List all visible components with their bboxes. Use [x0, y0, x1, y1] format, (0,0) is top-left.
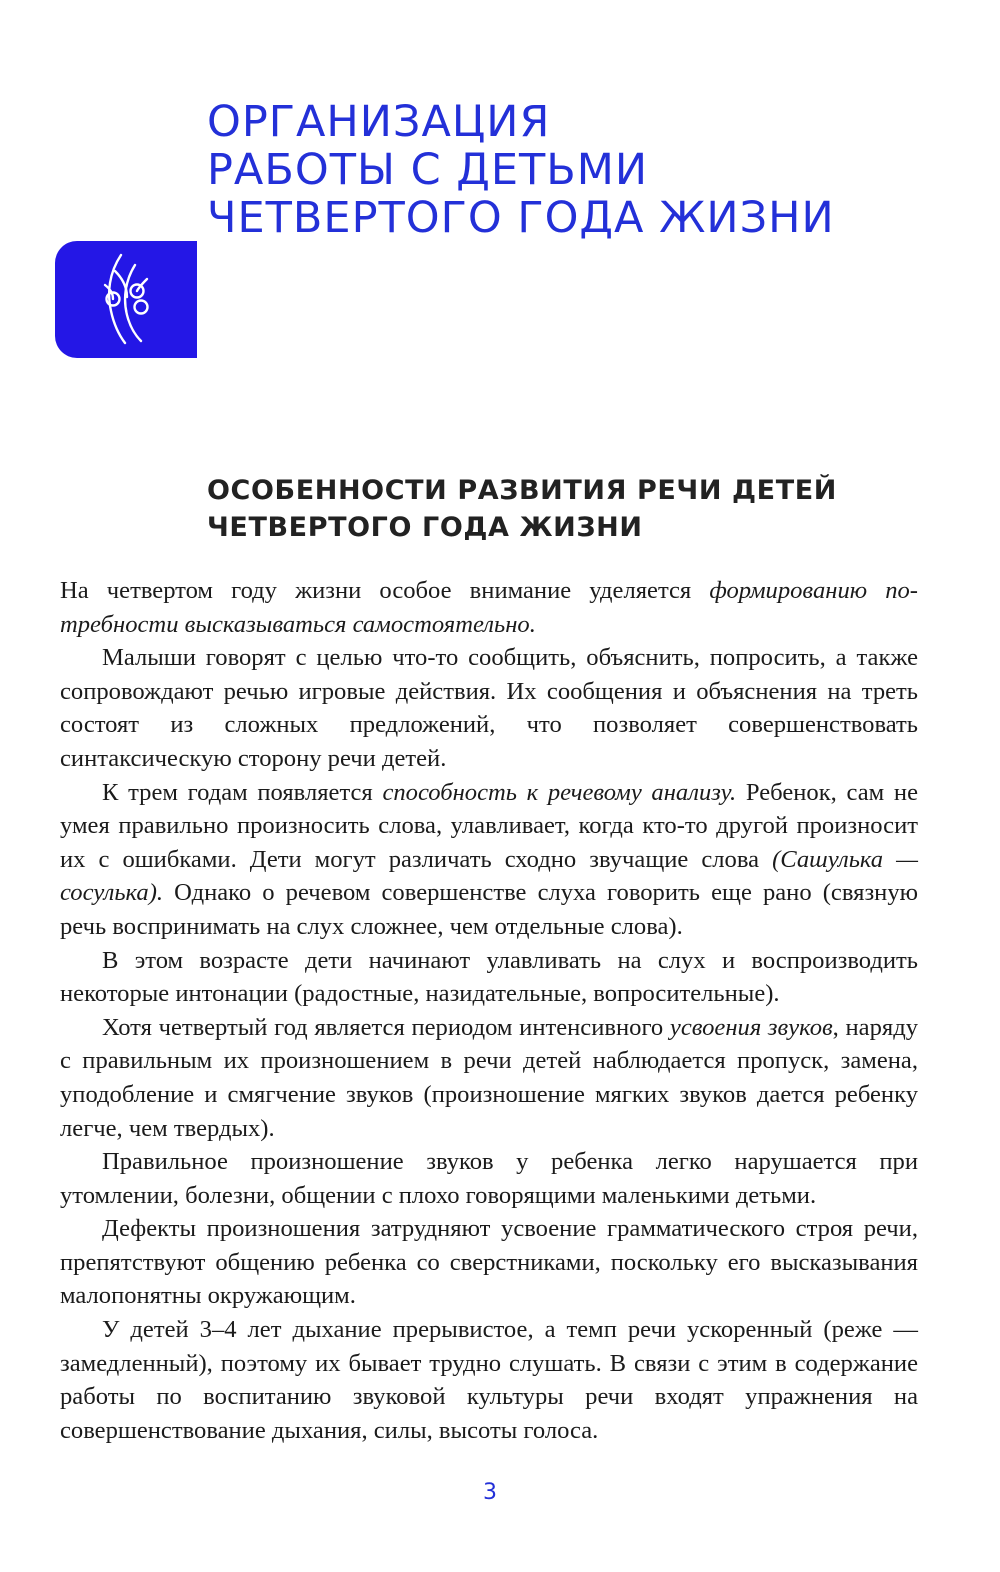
paragraph-8-text: У детей 3–4 лет дыхание прерывистое, а темп речи ускоренный (реже — замедленный), поэтому их бывает трудно слушать. В связи с этим в содержание работы по воспитанию звуковой культуры речи входят упражнения на совершенствование дыхания, силы, высоты голоса. [60, 1316, 918, 1444]
chapter-emblem [55, 241, 197, 358]
paragraph-6-text: Правильное произношение звуков у ребенка легко нарушается при утомлении, болезни, общении с плохо говорящими маленькими детьми. [60, 1148, 918, 1209]
paragraph-3-text-mid: Ребенок, сам не умея правильно произносить слова, улавливает, когда кто-то другой произносит их с ошибками. Дети могут различать сходно звучащие слова [60, 778, 919, 873]
paragraph-1-italic: формированию потребности высказываться самостоятельно. [60, 577, 918, 638]
paragraph-1-text: На четвертом году жизни особое внимание уделяется [60, 577, 710, 604]
paragraph-7-text: Дефекты произношения затрудняют усвоение грамматического строя речи, препятствуют общению ребенка со сверстниками, поскольку его высказывания малопонятны окружающим. [60, 1215, 918, 1310]
speech-waves-emblem-icon [55, 241, 197, 358]
chapter-title-line-2: РАБОТЫ С ДЕТЬМИ [207, 145, 649, 195]
section-title-line-1: ОСОБЕННОСТИ РАЗВИТИЯ РЕЧИ ДЕТЕЙ [207, 475, 837, 506]
paragraph-4 [60, 944, 918, 1011]
chapter-title-line-1: ОРГАНИЗАЦИЯ [207, 97, 551, 147]
page-number: 3 [483, 1480, 497, 1505]
paragraph-4-text: В этом возрасте дети начинают улавливать на слух и воспроизводить некоторые интонации (радостные, назидательные, вопросительные). [60, 946, 918, 1008]
paragraph-7 [60, 1212, 918, 1313]
paragraph-3-italic-example: (Сашулька — сосулька). [60, 845, 918, 907]
section-title [207, 472, 967, 546]
paragraph-2 [60, 641, 918, 775]
paragraph-6 [60, 1145, 918, 1212]
paragraph-5-italic: усвоения звуков [669, 1013, 833, 1041]
paragraph-5-text: Хотя четвертый год является периодом интенсивного [102, 1013, 670, 1041]
chapter-title-line-3: ЧЕТВЕРТОГО ГОДА ЖИЗНИ [207, 193, 835, 243]
paragraph-5-text-end: , наряду с правильным их произношением в речи детей наблюдается пропуск, замена, уподобление и смягчение звуков (произношение мягких звуков дается ребенку легче, чем твердых). [60, 1013, 919, 1142]
body-text [60, 574, 918, 1447]
paragraph-8 [60, 1313, 918, 1447]
section-title-line-2: ЧЕТВЕРТОГО ГОДА ЖИЗНИ [207, 512, 643, 543]
paragraph-2-text: Малыши говорят с целью что-то сообщить, объяснить, попросить, а также сопровождают речью игровые действия. Их сообщения и объяснения на треть состоят из сложных предложений, что позволяет совершенствовать синтаксическую сторону речи детей. [60, 644, 918, 772]
paragraph-1 [60, 574, 918, 641]
paragraph-5 [60, 1011, 918, 1145]
chapter-title [207, 98, 967, 242]
paragraph-3-italic: способность к речевому анализу. [382, 778, 737, 806]
paragraph-3-text: К трем годам появляется [102, 778, 383, 806]
paragraph-3 [60, 776, 918, 944]
paragraph-3-text-end: Однако о речевом совершенстве слуха говорить еще рано (связную речь воспринимать на слух сложнее, чем отдельные слова). [60, 879, 918, 940]
